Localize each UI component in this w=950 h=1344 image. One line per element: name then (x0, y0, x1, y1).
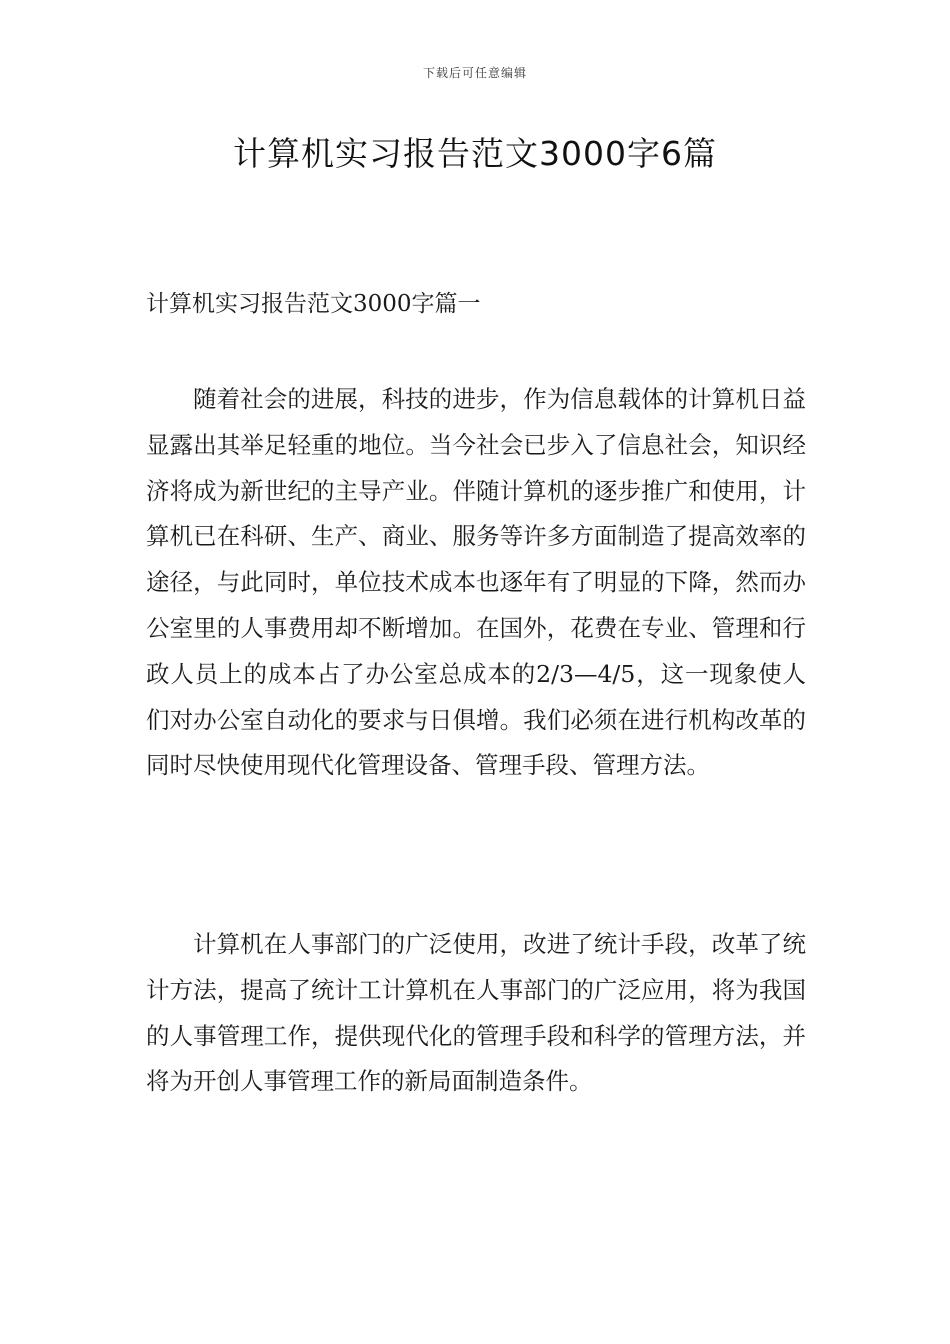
section-heading: 计算机实习报告范文3000字篇一 (146, 291, 481, 317)
header-note: 下载后可任意编辑 (422, 66, 527, 80)
body-paragraph-1: 随着社会的进展，科技的进步，作为信息载体的计算机日益显露出其举足轻重的地位。当今社会已步入了信息社会，知识经济将成为新世纪的主导产业。伴随计算机的逐步推广和使用，计算机已在科研、生产、商业、服务等许多方面制造了提高效率的途径，与此同时，单位技术成本也逐年有了明显的下降，然而办公室里的人事费用却不断增加。在国外，花费在专业、管理和行政人员上的成本占了办公室总成本的2/3—4/5，这一现象使人们对办公室自动化的要求与日俱增。我们必须在进行机构改革的同时尽快使用现代化管理设备、管理手段、管理方法。 (146, 385, 806, 780)
body-paragraph-2: 计算机在人事部门的广泛使用，改进了统计手段，改革了统计方法，提高了统计工计算机在人事部门的广泛应用，将为我国的人事管理工作，提供现代化的管理手段和科学的管理方法，并将为开创人事管理工作的新局面制造条件。 (146, 930, 806, 1096)
document-title: 计算机实习报告范文3000字6篇 (233, 134, 717, 173)
